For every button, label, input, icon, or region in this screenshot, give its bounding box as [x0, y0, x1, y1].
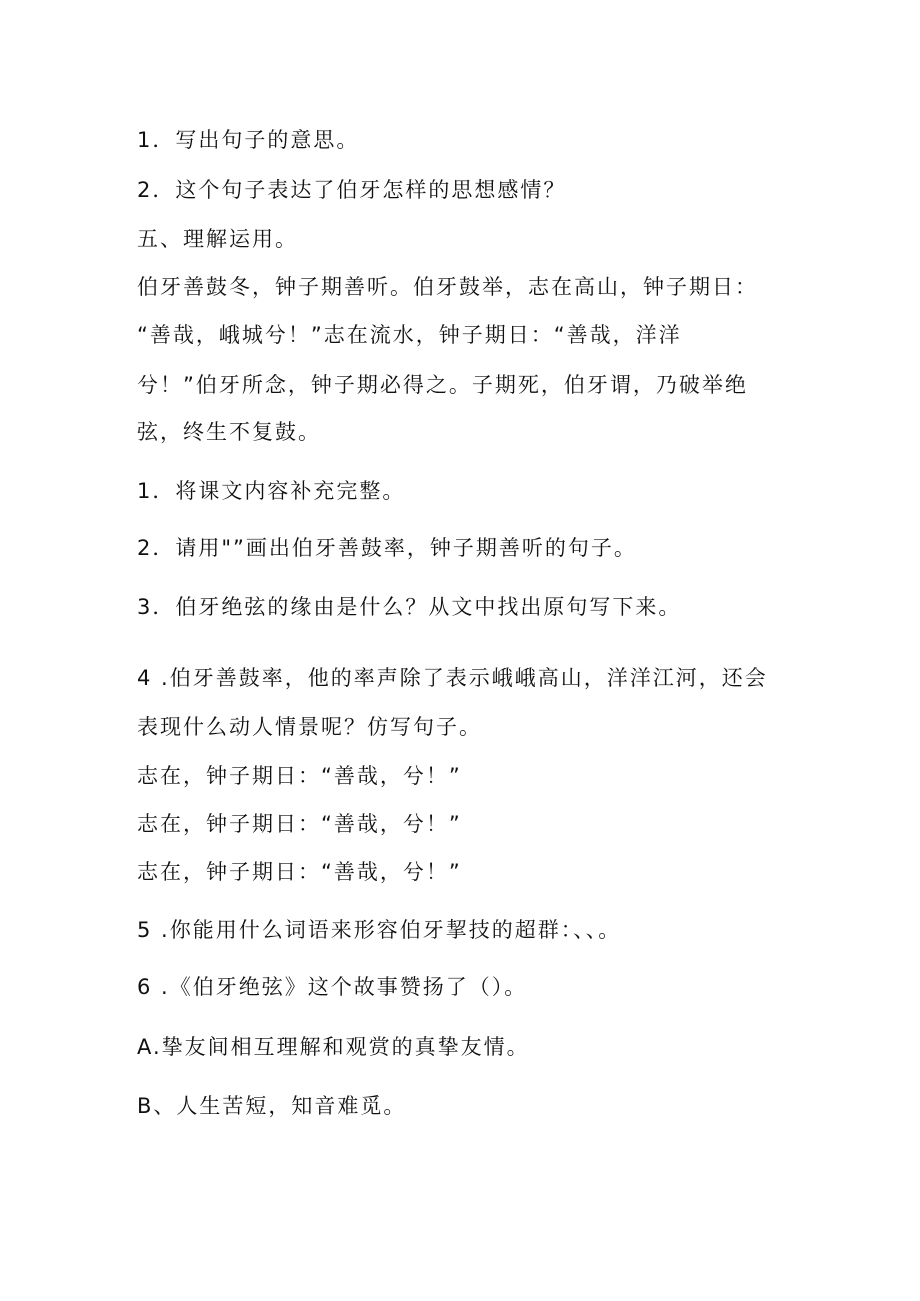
- passage-line-1: 伯牙善鼓冬，钟子期善听。伯牙鼓举，志在高山，钟子期日：: [137, 275, 758, 299]
- task-2-underline: 2．请用"”画出伯牙善鼓率，钟子期善听的句子。: [137, 536, 637, 560]
- passage-line-3: 兮！”伯牙所念，钟子期必得之。子期死，伯牙谓，乃破举绝: [137, 373, 748, 397]
- question-2-feelings: 2．这个句子表达了伯牙怎样的思想感情？: [137, 178, 567, 202]
- question-1-write-meaning: 1．写出句子的意思。: [137, 128, 360, 152]
- task-4-line-1: 4 .伯牙善鼓率，他的率声除了表示峨峨高山，洋洋江河，还会: [137, 666, 768, 690]
- task-3-reason: 3．伯牙绝弦的缘由是什么？从文中找出原句写下来。: [137, 595, 682, 619]
- passage-line-2: “善哉，峨城兮！”志在流水，钟子期日：“善哉，洋洋: [137, 323, 682, 347]
- passage-line-4: 弦，终生不复鼓。: [137, 420, 321, 444]
- imitation-sentence-3: 志在，钟子期日：“善哉，兮！”: [137, 860, 462, 884]
- task-4-line-2: 表现什么动人情景呢？仿写句子。: [137, 715, 482, 739]
- task-5-words: 5 .你能用什么词语来形容伯牙挈技的超群：、、。: [137, 918, 622, 942]
- option-b: B、人生苦短，知音难觅。: [137, 1094, 407, 1118]
- task-6-story-praise: 6 .《伯牙绝弦》这个故事赞扬了（）。: [137, 975, 528, 999]
- imitation-sentence-1: 志在，钟子期日：“善哉，兮！”: [137, 764, 462, 788]
- option-a: A.挚友间相互理解和观赏的真挚友情。: [137, 1035, 530, 1059]
- section-heading-five: 五、理解运用。: [137, 227, 298, 251]
- imitation-sentence-2: 志在，钟子期日：“善哉，兮！”: [137, 812, 462, 836]
- task-1-complete-text: 1．将课文内容补充完整。: [137, 479, 406, 503]
